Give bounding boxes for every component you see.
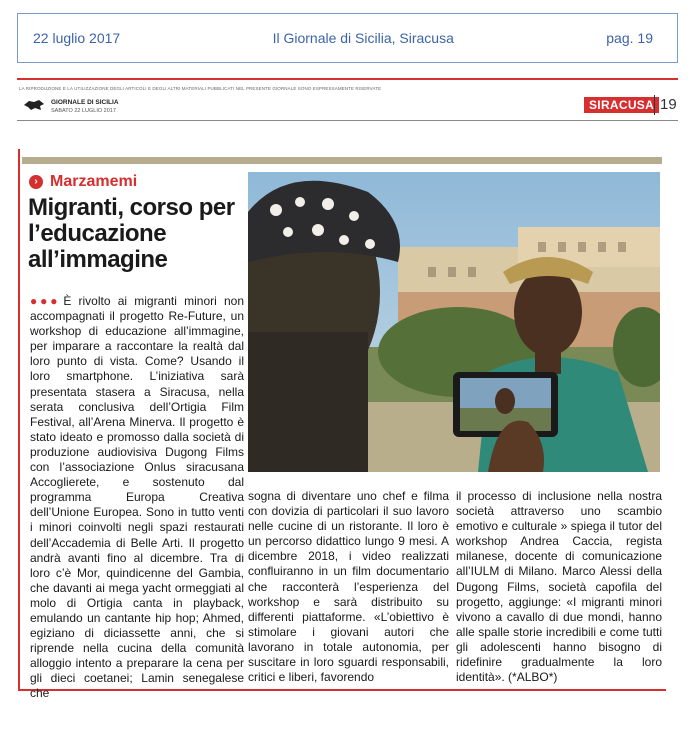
article-column-1 [30, 294, 244, 702]
header-page: pag. 19 [606, 30, 653, 46]
article-kicker [29, 173, 137, 191]
article-column-2: sogna di diventare uno chef e filma con dovizia di particolari il suo lavoro nelle cucine di un ristorante. Il loro è un percorso didattico lungo 9 mesi. A dicembre 2018, i video realizzati confluiranno in un film documentario che racconterà l’esperienza del workshop e sarà distribuito su differenti piattaforme. «L’obiettivo è stimolare i giovani autori che lavorano in totale autonomia, per suscitare in loro sguardi responsabili, critici e liberi, favorendo [248, 489, 449, 685]
column-1-text: È rivolto ai migranti minori non accompagnati il progetto Re-Future, un workshop di educazione all’immagine, per imparare a raccontare la realtà dal loro punto di vista. Come? Usando il loro smartphone. L’iniziativa sarà presentata stasera a Siracusa, nella serata conclusiva dell’Ortigia Film Festival, all’Arena Minerva. Il progetto è stato ideato e promosso dalla società di produzione audiovisiva Dugong Films con l’associazione Onlus siracusana Accoglierete, e sostenuto dal programma Europa Creativa dell’Unione Europea. Sono in tutto venti i minori coinvolti negli spazi restaurati dell’Accademia di Belle Arti. Il progetto andrà avanti fino al dicembre. Tra di loro c’è Mor, quindicenne del Gambia, che davanti ai mega yacht ormeggiati al molo di Ortigia canta in playback, emulando un cantante hip hop; Ahmed, egiziano di diciassette anni, che si riprende nella cucina della comunità alloggio intento a preparare la cena per gli dieci coetanei; Lamin senegalese che [30, 294, 244, 701]
newspaper-strip [17, 78, 678, 121]
section-badge: SIRACUSA [584, 97, 659, 113]
article-photo [248, 172, 660, 472]
page-number: 19 [660, 96, 677, 113]
paper-name: GIORNALE DI SICILIA [51, 99, 119, 106]
lead-dots-icon: ●●● [30, 294, 61, 308]
section-divider [654, 95, 655, 115]
header-publication: Il Giornale di Sicilia, Siracusa [272, 30, 454, 46]
kicker-text: Marzamemi [50, 173, 138, 190]
header-date: 22 luglio 2017 [33, 30, 121, 46]
article-headline: Migranti, corso per l’educazione all’immagine [28, 194, 235, 273]
chevron-right-icon: › [29, 175, 43, 189]
clipping-header [17, 13, 678, 63]
copyright-disclaimer: LA RIPRODUZIONE E LA UTILIZZAZIONE DEGLI ARTICOLI E DEGLI ALTRI MATERIALI PUBBLICATI NEL PRESENTE GIORNALE SONO ESPRESSAMENTE RISERVATE [19, 86, 382, 91]
issue-date: SABATO 22 LUGLIO 2017 [51, 108, 116, 114]
article-top-rule [22, 157, 662, 164]
sicily-logo-icon [23, 99, 45, 111]
article-column-3: il processo di inclusione nella nostra società attraverso uno scambio emotivo e culturale » spiega il tutor del workshop Andrea Caccia, regista milanese, docente di comunicazione all’IULM di Milano. Marco Alessi della Dugong Films, società capofila del progetto, aggiunge: «I migranti minori vivono a cavallo di due mondi, hanno alle spalle storie incredibili e come tutti gli adolescenti hanno bisogno di ridefinire gradualmente la loro identità». (*ALBO*) [456, 489, 662, 685]
